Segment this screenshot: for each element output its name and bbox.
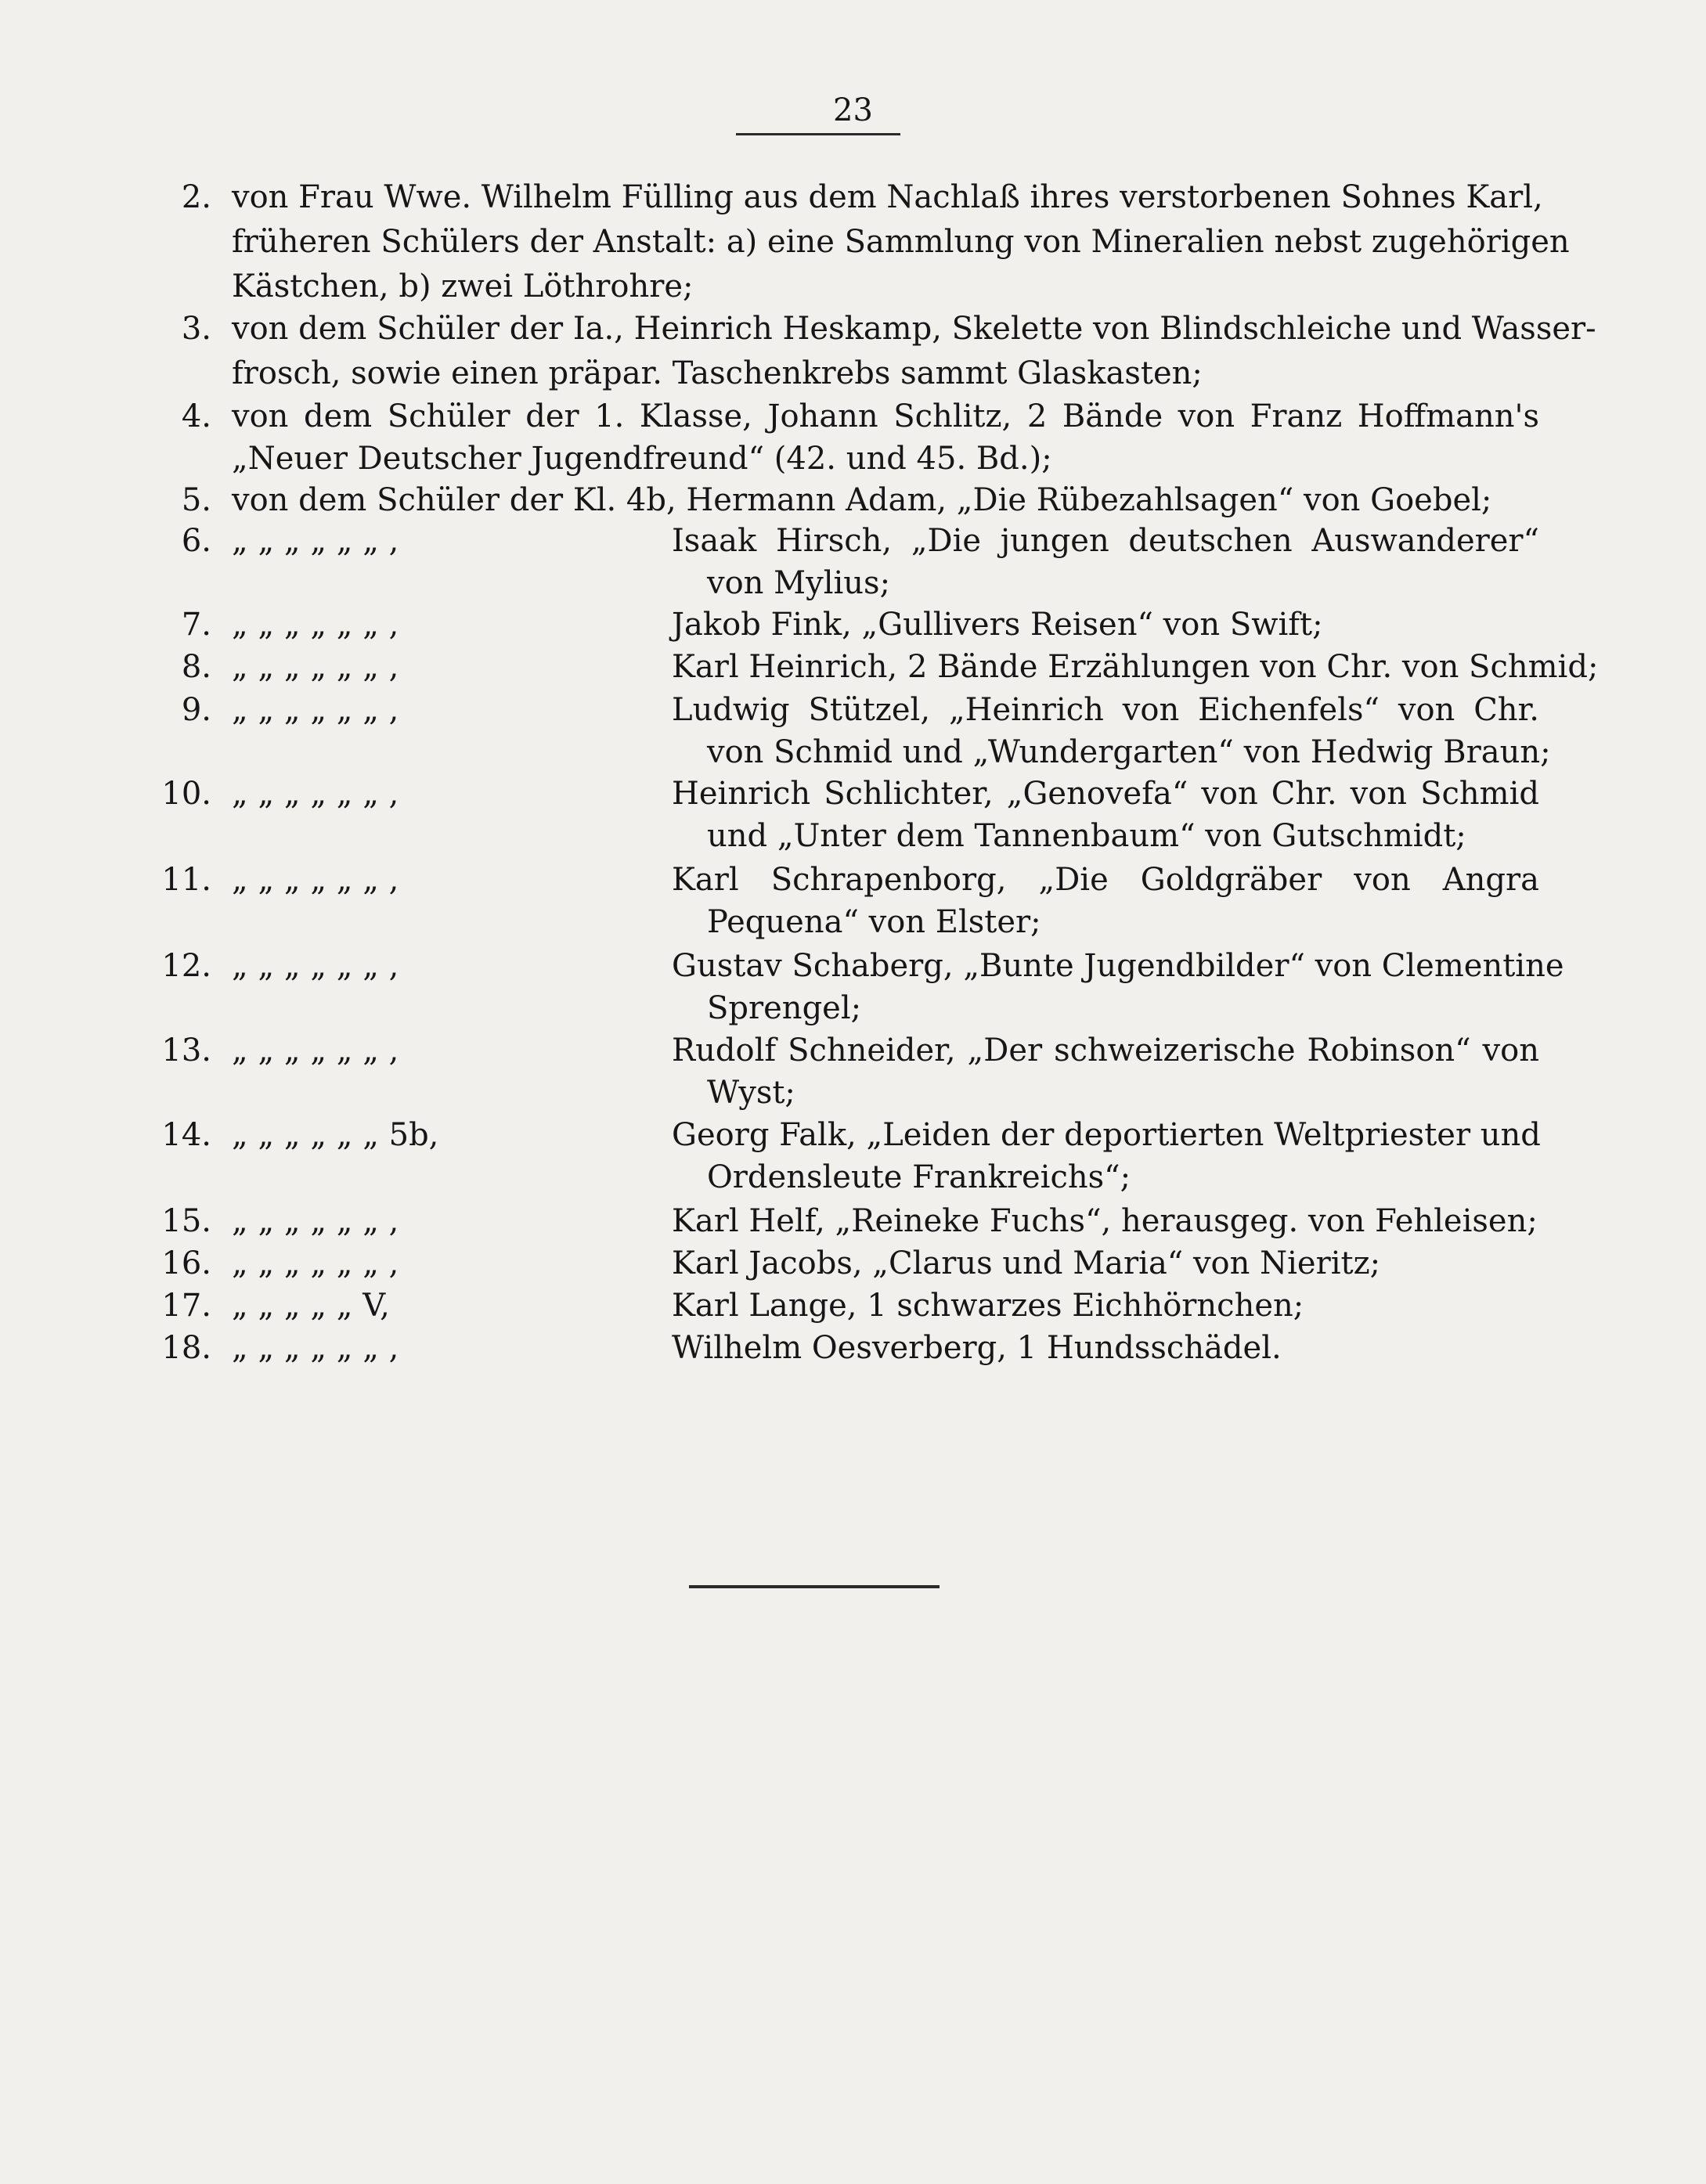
entry-text-line: von dem Schüler der 1. Klasse, Johann Schlitz, 2 Bände von Franz Hoffmann's [232,398,1539,434]
page-number: 23 [833,92,873,128]
entry-number: 5. [181,482,211,518]
entry-text-line: Isaak Hirsch, „Die jungen deutschen Auswanderer“ [672,523,1539,559]
entry-text-line: Karl Helf, „Reineke Fuchs“, herausgeg. von Fehleisen; [672,1203,1538,1239]
entry-number: 9. [181,692,211,728]
entry-text-line: Georg Falk, „Leiden der deportierten Weltpriester und [672,1117,1541,1153]
entry-text-line: von dem Schüler der Ia., Heinrich Heskamp, Skelette von Blindschleiche und Wasser- [232,311,1596,347]
entry-text-line: Karl Jacobs, „Clarus und Maria“ von Nieritz; [672,1245,1381,1281]
ditto-marks: „ „ „ „ „ „ , [232,862,399,898]
entry-text-line: Rudolf Schneider, „Der schweizerische Robinson“ von [672,1033,1539,1069]
entry-text-line: Kästchen, b) zwei Löthrohre; [232,268,694,305]
ditto-marks: „ „ „ „ „ „ 5b, [232,1117,439,1153]
entry-text-line: und „Unter dem Tannenbaum“ von Gutschmidt; [707,818,1466,854]
entry-text-line: Jakob Fink, „Gullivers Reisen“ von Swift; [672,607,1323,643]
entry-text-line: Ludwig Stützel, „Heinrich von Eichenfels“ von Chr. [672,692,1539,728]
entry-number: 3. [181,311,211,347]
ditto-marks: „ „ „ „ „ „ , [232,607,399,643]
ditto-marks: „ „ „ „ „ „ , [232,692,399,728]
ditto-marks: „ „ „ „ „ „ , [232,1245,399,1281]
entry-text-line: Karl Schrapenborg, „Die Goldgräber von Angra [672,862,1539,898]
entry-text-line: von Frau Wwe. Wilhelm Fülling aus dem Nachlaß ihres verstorbenen Sohnes Karl, [232,179,1543,215]
entry-number: 6. [181,523,211,559]
entry-text-line: früheren Schülers der Anstalt: a) eine Sammlung von Mineralien nebst zugehörigen [232,224,1570,260]
entry-number: 15. [161,1203,211,1239]
entry-number: 8. [181,649,211,685]
entry-number: 12. [161,948,211,984]
entry-number: 4. [181,398,211,434]
ditto-marks: „ „ „ „ „ „ , [232,948,399,984]
ditto-marks: „ „ „ „ „ V, [232,1288,390,1324]
entry-number: 10. [161,776,211,812]
entry-number: 18. [161,1330,211,1366]
entry-text-line: Heinrich Schlichter, „Genovefa“ von Chr. von Schmid [672,776,1539,812]
closing-rule [689,1585,940,1588]
entry-number: 11. [161,862,211,898]
entry-text-line: von Schmid und „Wundergarten“ von Hedwig Braun; [707,734,1551,770]
entry-text-line: frosch, sowie einen präpar. Taschenkrebs sammt Glaskasten; [232,355,1203,391]
ditto-marks: „ „ „ „ „ „ , [232,1330,399,1366]
ditto-marks: „ „ „ „ „ „ , [232,1033,399,1069]
entry-text-line: Karl Heinrich, 2 Bände Erzählungen von Chr. von Schmid; [672,649,1599,685]
entry-text-line: Sprengel; [707,990,862,1026]
ditto-marks: „ „ „ „ „ „ , [232,776,399,812]
entry-number: 2. [181,179,211,215]
entry-text-line: Gustav Schaberg, „Bunte Jugendbilder“ von Clementine [672,948,1564,984]
entry-text-line: Wyst; [707,1075,795,1111]
entry-number: 17. [161,1288,211,1324]
entry-text-line: von dem Schüler der Kl. 4b, Hermann Adam, „Die Rübezahlsagen“ von Goebel; [232,482,1492,518]
entry-text-line: „Neuer Deutscher Jugendfreund“ (42. und 45. Bd.); [232,441,1052,477]
ditto-marks: „ „ „ „ „ „ , [232,1203,399,1239]
entry-text-line: Ordensleute Frankreichs“; [707,1159,1131,1195]
entry-text-line: Wilhelm Oesverberg, 1 Hundsschädel. [672,1330,1282,1366]
ditto-marks: „ „ „ „ „ „ , [232,649,399,685]
ditto-marks: „ „ „ „ „ „ , [232,523,399,559]
entry-number: 7. [181,607,211,643]
entry-number: 14. [161,1117,211,1153]
entry-text-line: Karl Lange, 1 schwarzes Eichhörnchen; [672,1288,1304,1324]
entry-number: 16. [161,1245,211,1281]
entry-text-line: von Mylius; [707,565,891,601]
entry-number: 13. [161,1033,211,1069]
entry-text-line: Pequena“ von Elster; [707,904,1041,940]
